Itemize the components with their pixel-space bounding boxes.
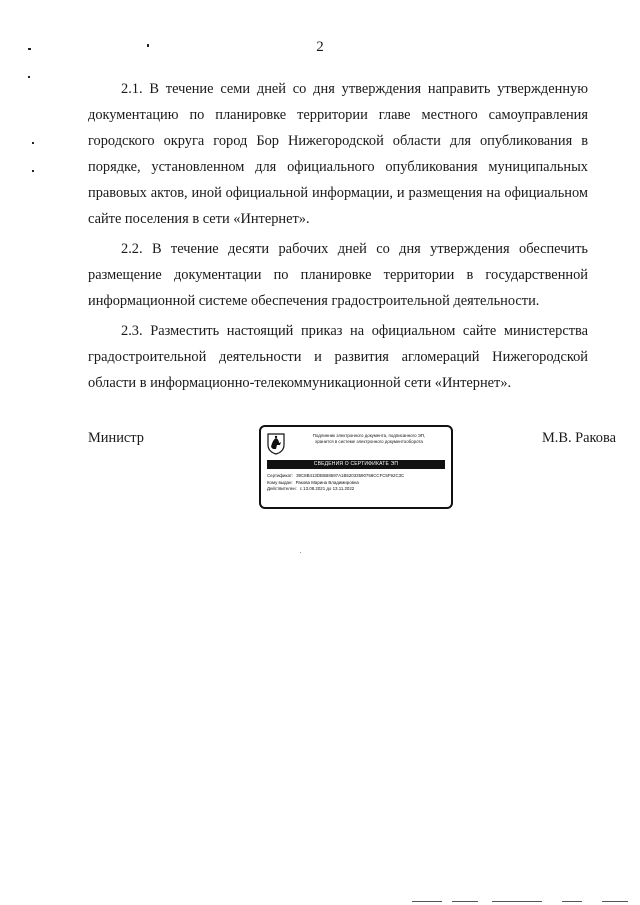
electronic-signature-stamp (259, 425, 453, 509)
validity-label: Действителен: (267, 486, 297, 491)
stamp-header-line: Подлинник электронного документа, подписанного ЭП, (312, 433, 426, 438)
paragraph-2-3: 2.3. Разместить настоящий приказ на официальном сайте министерства градостроительной деятельности и развития агломераций Нижегородской области в информационно-телекоммуникационной сети «Интернет». (88, 323, 588, 391)
issued-to-value: Ракова Марина Владимировна (295, 479, 359, 485)
scan-mark (32, 142, 34, 144)
scan-dot (300, 552, 301, 553)
stamp-details (267, 473, 447, 493)
stamp-header-line: хранится в системе электронного документооборота (315, 439, 423, 444)
scan-mark (32, 170, 34, 172)
signatory-name: М.В. Ракова (541, 430, 616, 446)
document-body (88, 76, 588, 400)
signatory-title: Министр (88, 430, 144, 446)
validity-row (267, 486, 447, 493)
page-number: 2 (316, 39, 324, 55)
stamp-header (289, 433, 449, 445)
paragraph-2-1: 2.1. В течение семи дней со дня утверждения направить утвержденную документацию по планировке территории главе местного самоуправления городского округа город Бор Нижегородской области для опубликования в порядке, установленном для официального опубликования муниципальных правовых актов, иной официальной информации, и размещения на официальном сайте поселения в сети «Интернет». (88, 81, 588, 227)
scan-mark (28, 76, 30, 78)
issued-to-label: Кому выдан: (267, 479, 293, 485)
certificate-value: 39C8B413DB5B8597A1B52033590758CCFC5F92C3C (296, 473, 405, 478)
stamp-bar-title: СВЕДЕНИЯ О СЕРТИФИКАТЕ ЭП (267, 460, 445, 469)
coat-of-arms-icon (267, 433, 285, 455)
paragraph-2-2: 2.2. В течение десяти рабочих дней со дня утверждения обеспечить размещение документации по планировке территории в государственной информационной системе обеспечения градостроительной деятельности. (88, 241, 588, 309)
validity-value: с 13.08.2021 до 13.11.2022 (299, 486, 355, 491)
certificate-label: Сертификат: (267, 473, 294, 478)
scan-footer-lines (412, 901, 632, 903)
